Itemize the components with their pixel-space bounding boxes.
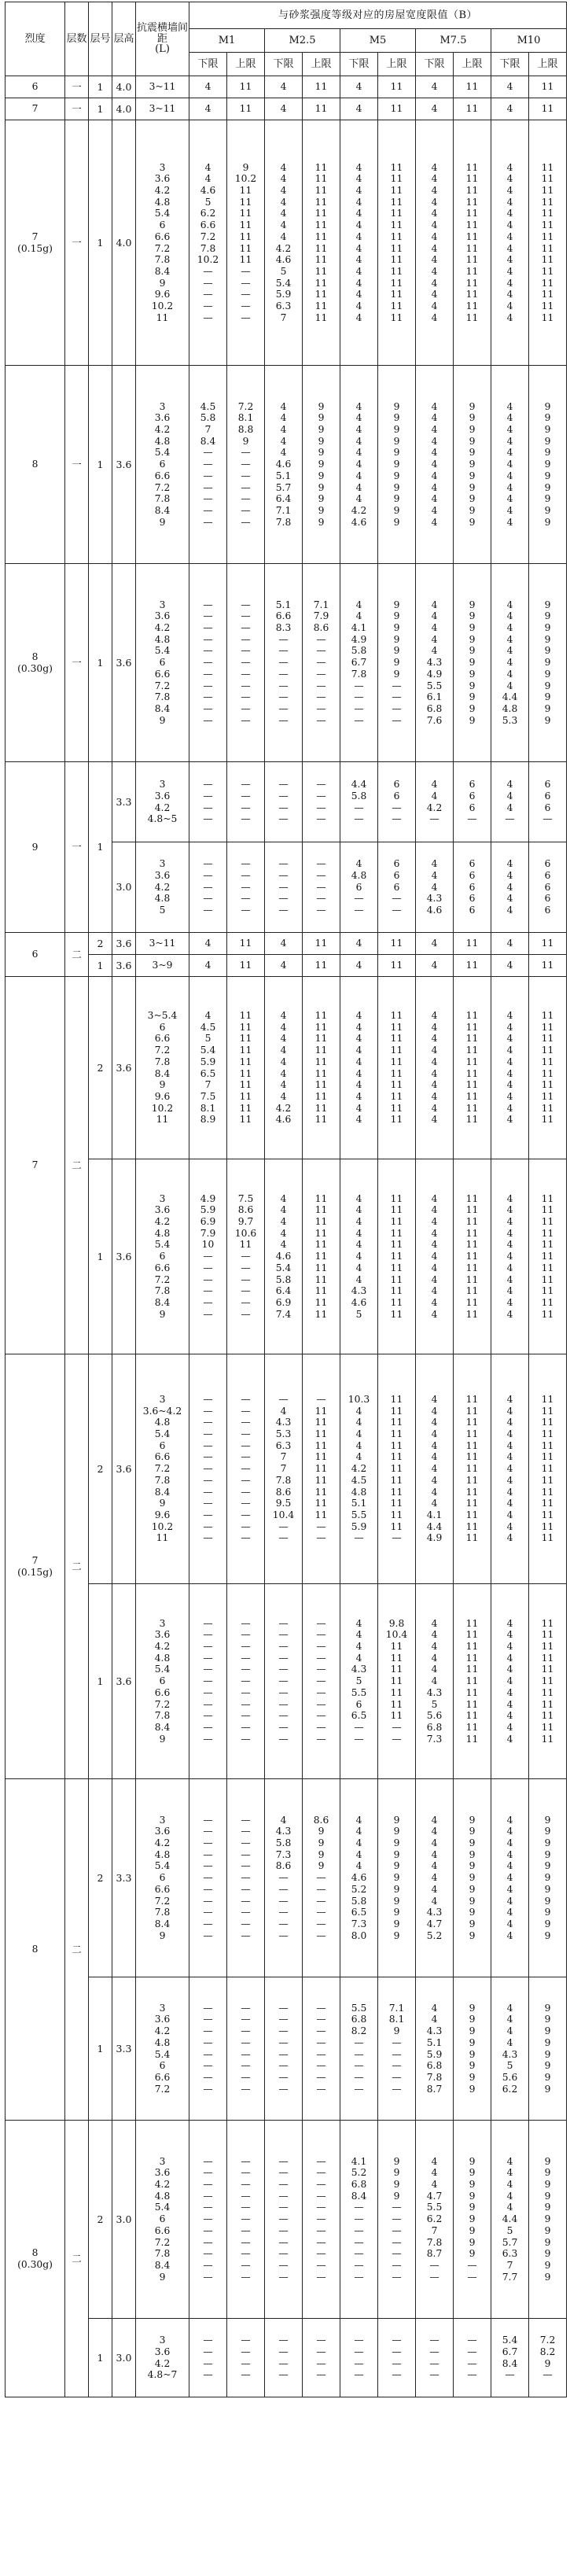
limit-value-cell: 4 4 4 4 4 4 4 4.2 4.6 5 5.4 5.9 6.3 7 — [265, 120, 303, 366]
limit-value-cell: 11 11 11 11 11 11 11 11 11 11 11 11 11 11 — [378, 120, 416, 366]
story-height-cell: 3.3 — [112, 762, 136, 842]
limit-value-cell: 6 6 6 6 6 — [529, 842, 567, 933]
limit-value-cell: 4 4 4 4 4 4 4 4 4.2 4.6 — [265, 977, 303, 1159]
table-row — [6, 2121, 567, 2319]
header-grade: M7.5 — [416, 29, 491, 53]
story-no-cell: 1 — [89, 76, 112, 98]
wall-spacing-cell: 3 3.6 4.2 4.8 5 — [136, 842, 189, 933]
limit-value-cell: — — — — — — — — — [189, 1977, 227, 2121]
limit-value-cell: 11 — [227, 76, 265, 98]
limit-value-cell: 4 4 4 4 4 4 4 4 4 4 4 4 4 — [491, 1354, 529, 1584]
limit-value-cell: 4 4 4 4 4 4 4.3 5 5.6 6.8 7.3 — [416, 1584, 454, 1779]
limit-value-cell: 4 4 4 4 4 — [491, 842, 529, 933]
wall-spacing-cell: 3~11 — [136, 933, 189, 955]
story-no-cell: 2 — [89, 933, 112, 955]
limit-value-cell: 11 — [378, 955, 416, 977]
limit-value-cell: 4 4 4 4 4 4 4 4 4 4 4 4 4 4 — [491, 120, 529, 366]
limit-value-cell: — — — — — [303, 762, 340, 842]
limit-value-cell: 11 — [454, 955, 491, 977]
limit-value-cell: 4 4 4.3 5.1 5.9 6.8 7.8 8.7 — [416, 1977, 454, 2121]
limit-value-cell: 7.5 8.6 9.7 10.6 11 — — — — — — — [227, 1159, 265, 1354]
wall-spacing-cell: 3~5.4 6 6.6 7.2 7.8 8.4 9 9.6 10.2 11 — [136, 977, 189, 1159]
limit-value-cell: 4.9 5.9 6.9 7.9 10 — — — — — — — [189, 1159, 227, 1354]
table-row — [6, 1779, 567, 1977]
stories-cell: 二 — [65, 2121, 89, 2397]
limit-value-cell: 4 4.3 5.8 7.3 8.6 — — — — — — — [265, 1779, 303, 1977]
story-height-cell: 3.6 — [112, 977, 136, 1159]
story-no-cell: 1 — [89, 955, 112, 977]
limit-value-cell: 11 11 11 11 11 11 11 11 11 11 — [529, 977, 567, 1159]
limit-value-cell: 4 — [265, 933, 303, 955]
limit-value-cell: 4 — [340, 933, 378, 955]
width-limit-table — [5, 2, 567, 2397]
limit-value-cell: 4 4 4 4 4 4 4 4 4 4 4.1 4.4 4.9 — [416, 1354, 454, 1584]
story-no-cell: 1 — [89, 366, 112, 564]
limit-value-cell: 4 4 4 4 4 4 4 4 4.3 4.7 5.2 — [416, 1779, 454, 1977]
limit-value-cell: — — — — — [454, 2319, 491, 2397]
limit-value-cell: 6 6 — — — [378, 762, 416, 842]
wall-spacing-cell: 3 3.6 4.2 4.8~5 — [136, 762, 189, 842]
table-row — [6, 1354, 567, 1584]
story-height-cell: 4.0 — [112, 76, 136, 98]
wall-spacing-cell: 3~11 — [136, 98, 189, 120]
limit-value-cell: 4 — [340, 955, 378, 977]
stories-cell: 一 — [65, 564, 89, 762]
limit-value-cell: 9 9 9 9 9 9 9 9 9 9 9 — [378, 1779, 416, 1977]
limit-value-cell: 4.5 5.8 7 8.4 — — — — — — — — [189, 366, 227, 564]
limit-value-cell: 4 4 4 4 4 4.6 5.2 5.8 6.5 7.3 8.0 — [340, 1779, 378, 1977]
limit-value-cell: — — — — — — — — — — — — — — [189, 1354, 227, 1584]
limit-value-cell: — — — — — — — — — — — — [189, 1779, 227, 1977]
story-no-cell: 2 — [89, 1354, 112, 1584]
limit-value-cell: 4 — [491, 98, 529, 120]
limit-value-cell: 4 4 4 4 4 4 4 4 4 4 4 — [416, 366, 454, 564]
limit-value-cell: 4 4 4 4 4 4 4 4 4 4.2 4.6 — [340, 366, 378, 564]
limit-value-cell: 4 4 4 4 4.3 5 5.6 6.2 — [491, 1977, 529, 2121]
intensity-cell: 8 (0.30g) — [6, 2121, 65, 2397]
header-story-no: 层号 — [89, 2, 112, 76]
limit-value-cell: — — — — — — — — — — — — [227, 2121, 265, 2319]
header-upper: 上限 — [529, 53, 567, 76]
header-upper: 上限 — [303, 53, 340, 76]
story-height-cell: 3.6 — [112, 955, 136, 977]
limit-value-cell: 11 — [227, 98, 265, 120]
wall-spacing-cell: 3~9 — [136, 955, 189, 977]
table-row — [6, 366, 567, 564]
header-story-height: 层高 — [112, 2, 136, 76]
limit-value-cell: 11 11 11 11 11 11 11 11 11 11 — [303, 977, 340, 1159]
limit-value-cell: 11 — [303, 933, 340, 955]
limit-value-cell: 5.5 6.8 8.2 — — — — — — [340, 1977, 378, 2121]
header-grade: M1 — [189, 29, 265, 53]
limit-value-cell: 4 4 4.6 5 6.2 6.6 7.2 7.8 10.2 — — — — — — [189, 120, 227, 366]
table-row — [6, 1977, 567, 2121]
limit-value-cell: — — — — — — — — — — — — [189, 1584, 227, 1779]
limit-value-cell: 9 9 9 9 — — — — — — — — [378, 2121, 416, 2319]
limit-value-cell: 4 — [340, 98, 378, 120]
table-row — [6, 120, 567, 366]
limit-value-cell: 4 4 4 4 4 4 4 4 4 4 4 — [491, 1584, 529, 1779]
limit-value-cell: — — — — — — — — — — — — [227, 564, 265, 762]
limit-value-cell: 11 11 11 11 11 11 11 11 11 11 11 — [454, 1584, 491, 1779]
intensity-cell: 7 (0.15g) — [6, 1354, 65, 1779]
limit-value-cell: 4 — [491, 933, 529, 955]
wall-spacing-cell: 3 3.6 4.2 4.8 5.4 6 6.6 7.2 7.8 8.4 9 — [136, 1584, 189, 1779]
limit-value-cell: — — — — — [189, 762, 227, 842]
header-lower: 下限 — [340, 53, 378, 76]
story-no-cell: 1 — [89, 2319, 112, 2397]
limit-value-cell: — — — — — — — — — — — — [265, 1584, 303, 1779]
limit-value-cell: 4.4 5.8 — — — [340, 762, 378, 842]
stories-cell: 一 — [65, 120, 89, 366]
limit-value-cell: — — — — — — [227, 842, 265, 933]
limit-value-cell: 11 — [303, 76, 340, 98]
limit-value-cell: 11 — [454, 98, 491, 120]
stories-cell: 一 — [65, 762, 89, 933]
story-no-cell: 1 — [89, 564, 112, 762]
limit-value-cell: 7.1 7.9 8.6 — — — — — — — — — [303, 564, 340, 762]
limit-value-cell: 4 4.5 5 5.4 5.9 6.5 7 7.5 8.1 8.9 — [189, 977, 227, 1159]
limit-value-cell: — — — — — — — — — — — — [303, 2121, 340, 2319]
limit-value-cell: — — — — — [189, 2319, 227, 2397]
limit-value-cell: 4 4 4 — — [491, 762, 529, 842]
limit-value-cell: 4 — [265, 955, 303, 977]
limit-value-cell: 9 9 9 9 9 9 9 9 9 9 9 — [454, 564, 491, 762]
header-wall-spacing-symbol: (L) — [155, 43, 170, 56]
limit-value-cell: 7.2 8.2 9 — — [529, 2319, 567, 2397]
story-no-cell: 1 — [89, 98, 112, 120]
wall-spacing-cell: 3 3.6 4.2 4.8 5.4 6 6.6 7.2 7.8 8.4 9 — [136, 1159, 189, 1354]
limit-value-cell: 11 — [454, 933, 491, 955]
limit-value-cell: 4 — [416, 76, 454, 98]
stories-cell: 二 — [65, 933, 89, 977]
story-no-cell: 1 — [89, 762, 112, 933]
limit-value-cell: 7.1 8.1 9 — — — — — — [378, 1977, 416, 2121]
header-upper: 上限 — [378, 53, 416, 76]
limit-value-cell: 4.1 5.2 6.8 8.4 — — — — — — — — [340, 2121, 378, 2319]
stories-cell: 一 — [65, 98, 89, 120]
limit-value-cell: 5.1 6.6 8.3 — — — — — — — — — [265, 564, 303, 762]
wall-spacing-cell: 3 3.6 4.2 4.8 5.4 6 6.6 7.2 7.8 8.4 9 — [136, 2121, 189, 2319]
header-upper: 上限 — [454, 53, 491, 76]
story-no-cell: 2 — [89, 2121, 112, 2319]
limit-value-cell: 4 4.8 6 — — — [340, 842, 378, 933]
limit-value-cell: 4 — [491, 76, 529, 98]
limit-value-cell: 11 — [529, 98, 567, 120]
table-row — [6, 762, 567, 842]
limit-value-cell: 4 — [416, 955, 454, 977]
story-height-cell: 3.3 — [112, 1977, 136, 2121]
limit-value-cell: — 4 4.3 5.3 6.3 7 7 7.8 8.6 9.5 10.4 — — — [265, 1354, 303, 1584]
table-row — [6, 76, 567, 98]
limit-value-cell: 11 — [529, 76, 567, 98]
document-page — [5, 2, 564, 2397]
limit-value-cell: — — — — — [340, 2319, 378, 2397]
table-row — [6, 1159, 567, 1354]
wall-spacing-cell: 3 3.6 4.2 4.8 5.4 6 6.6 7.2 7.8 8.4 9 — [136, 564, 189, 762]
intensity-cell: 8 — [6, 1779, 65, 2121]
limit-value-cell: 5.4 6.7 8.4 — — [491, 2319, 529, 2397]
limit-value-cell: 4 4 4 4 4 4 4 4 4 4 4 — [416, 1159, 454, 1354]
limit-value-cell: 4 — [340, 76, 378, 98]
limit-value-cell: 4 4 4 4 4 4 4 4 4 4 — [340, 977, 378, 1159]
limit-value-cell: — 11 11 11 11 11 11 11 11 11 11 — — — [303, 1354, 340, 1584]
story-height-cell: 4.0 — [112, 120, 136, 366]
limit-value-cell: 11 11 11 11 11 11 11 11 11 11 11 11 11 — [529, 1354, 567, 1584]
limit-value-cell: 11 11 11 11 11 11 11 11 11 11 11 11 11 11 — [454, 120, 491, 366]
stories-cell: 二 — [65, 1779, 89, 2121]
limit-value-cell: 4 4 4 4 4 4 4 4 4 4 4 — [491, 1779, 529, 1977]
limit-value-cell: 9.8 10.4 11 11 11 11 11 11 11 — — — [378, 1584, 416, 1779]
limit-value-cell: — — — — — — — — — [227, 1977, 265, 2121]
limit-value-cell: 11 11 11 11 11 11 11 11 11 11 11 — [378, 1159, 416, 1354]
limit-value-cell: 11 11 11 11 11 11 11 11 11 11 11 — [303, 1159, 340, 1354]
limit-value-cell: 9 9 9 9 9 9 9 9 9 9 9 — [529, 1779, 567, 1977]
limit-value-cell: 4 — [416, 98, 454, 120]
table-row — [6, 98, 567, 120]
limit-value-cell: 4 4 4 4 4 4 4 4 4 4 — [416, 977, 454, 1159]
limit-value-cell: 4 4 4 4 4 4 4 4 4.3 4.6 5 — [340, 1159, 378, 1354]
wall-spacing-cell: 3 3.6~4.2 4.8 5.4 6 6.6 7.2 7.8 8.4 9 9.6 10.2 11 — [136, 1354, 189, 1584]
limit-value-cell: — — — — — — — — — — — — [303, 1584, 340, 1779]
limit-value-cell: 11 — [378, 98, 416, 120]
limit-value-cell: 9 9 9 9 9 9 9 9 9 — — — [454, 2121, 491, 2319]
limit-value-cell: 11 11 11 11 11 11 11 11 11 11 11 11 11 — [454, 1354, 491, 1584]
limit-value-cell: 4 — [189, 76, 227, 98]
limit-value-cell: 4 4 4 4 4 4 4 4 4 4 4 4 4 4 — [340, 120, 378, 366]
story-no-cell: 2 — [89, 1779, 112, 1977]
limit-value-cell: — — — — — — — — — — — — [227, 1779, 265, 1977]
wall-spacing-cell: 3 3.6 4.2 4.8 5.4 6 6.6 7.2 7.8 8.4 9 — [136, 1779, 189, 1977]
limit-value-cell: 4 4 4.2 — — [416, 762, 454, 842]
limit-value-cell: 11 — [303, 98, 340, 120]
limit-value-cell: 11 11 11 11 11 11 11 11 11 11 11 — [529, 1159, 567, 1354]
story-no-cell: 1 — [89, 1159, 112, 1354]
table-row — [6, 977, 567, 1159]
table-row — [6, 955, 567, 977]
limit-value-cell: — — — — — — — — — — — — [189, 564, 227, 762]
limit-value-cell: 6 6 6 — — — [378, 842, 416, 933]
limit-value-cell: — — — — — — — — — [265, 1977, 303, 2121]
limit-value-cell: 9 9 9 9 9 9 9 9 9 9 9 — [529, 366, 567, 564]
limit-value-cell: 4 — [265, 76, 303, 98]
limit-value-cell: 11 — [227, 955, 265, 977]
limit-value-cell: 4 4 4 4 4 4 4 4 4 4 — [491, 977, 529, 1159]
limit-value-cell: 4 4 4 4 4.3 5 5.5 6 6.5 — — — [340, 1584, 378, 1779]
header-limit-caption: 与砂浆强度等级对应的房屋宽度限值（B） — [189, 2, 567, 29]
limit-value-cell: 4 4 4 4 4 4.3 4.9 5.5 6.1 6.8 7.6 — [416, 564, 454, 762]
limit-value-cell: 4 — [189, 955, 227, 977]
limit-value-cell: 4 4 4 4 4 4.6 5.4 5.8 6.4 6.9 7.4 — [265, 1159, 303, 1354]
limit-value-cell: 4 — [265, 98, 303, 120]
wall-spacing-cell: 3 3.6 4.2 4.8 5.4 6 6.6 7.2 7.8 8.4 9 9.6 10.2 11 — [136, 120, 189, 366]
limit-value-cell: 11 — [529, 933, 567, 955]
header-lower: 下限 — [491, 53, 529, 76]
limit-value-cell: 11 — [454, 76, 491, 98]
limit-value-cell: — — — — — [303, 2319, 340, 2397]
story-height-cell: 3.6 — [112, 1159, 136, 1354]
header-wall-spacing — [136, 2, 189, 76]
limit-value-cell: 4 4 4 4.7 5.5 6.2 7 7.8 8.7 — — — [416, 2121, 454, 2319]
story-height-cell: 3.0 — [112, 2121, 136, 2319]
limit-value-cell: 9 9 9 9 9 9 9 9 9 9 9 — [529, 564, 567, 762]
limit-value-cell: — — — — — [416, 2319, 454, 2397]
limit-value-cell: — — — — — [265, 2319, 303, 2397]
story-height-cell: 3.6 — [112, 366, 136, 564]
story-height-cell: 3.3 — [112, 1779, 136, 1977]
limit-value-cell: — — — — — [227, 2319, 265, 2397]
stories-cell: 二 — [65, 1354, 89, 1779]
header-lower: 下限 — [265, 53, 303, 76]
limit-value-cell: 11 11 11 11 11 11 11 11 11 11 11 11 11 11 — [529, 120, 567, 366]
limit-value-cell: 4 4 4 4 4 4 4 4 4.4 4.8 5.3 — [491, 564, 529, 762]
story-height-cell: 3.6 — [112, 1584, 136, 1779]
limit-value-cell: 11 — [378, 933, 416, 955]
limit-value-cell: 4 4 4 4 4 4 4 4 4 4 4 — [491, 1159, 529, 1354]
header-stories: 层数 — [65, 2, 89, 76]
stories-cell: 一 — [65, 76, 89, 98]
story-no-cell: 1 — [89, 120, 112, 366]
limit-value-cell: — — — — — — — — — [303, 1977, 340, 2121]
limit-value-cell: — — — — — — — — — — — — [265, 2121, 303, 2319]
intensity-cell: 9 — [6, 762, 65, 933]
stories-cell: 二 — [65, 977, 89, 1354]
story-no-cell: 1 — [89, 1977, 112, 2121]
limit-value-cell: 11 11 11 11 11 11 11 11 11 11 11 — [454, 1159, 491, 1354]
intensity-cell: 8 (0.30g) — [6, 564, 65, 762]
limit-value-cell: — — — — — — — — — — — — [189, 2121, 227, 2319]
story-height-cell: 3.0 — [112, 842, 136, 933]
limit-value-cell: 4 — [491, 955, 529, 977]
wall-spacing-cell: 3 3.6 4.2 4.8 5.4 6 6.6 7.2 — [136, 1977, 189, 2121]
limit-value-cell: 10.3 4 4 4 4 4 4.2 4.5 4.8 5.1 5.5 5.9 — — [340, 1354, 378, 1584]
limit-value-cell: 6 6 6 — — [529, 762, 567, 842]
limit-value-cell: — — — — — — — — — — — — [227, 1584, 265, 1779]
wall-spacing-cell: 3 3.6 4.2 4.8~7 — [136, 2319, 189, 2397]
limit-value-cell: 11 11 11 11 11 11 11 11 11 11 11 — [529, 1584, 567, 1779]
intensity-cell: 6 — [6, 76, 65, 98]
limit-value-cell: 6 6 6 6 6 — [454, 842, 491, 933]
header-grade: M10 — [491, 29, 567, 53]
limit-value-cell: — — — — — — — — — — — — — — [227, 1354, 265, 1584]
story-height-cell: 4.0 — [112, 98, 136, 120]
limit-value-cell: 11 11 11 11 11 11 11 11 11 11 — [378, 977, 416, 1159]
story-height-cell: 3.0 — [112, 2319, 136, 2397]
limit-value-cell: — — — — — — [303, 842, 340, 933]
story-no-cell: 1 — [89, 1584, 112, 1779]
header-grade: M5 — [340, 29, 416, 53]
limit-value-cell: 9 10.2 11 11 11 11 11 11 11 — — — — — — [227, 120, 265, 366]
header-intensity: 烈度 — [6, 2, 65, 76]
wall-spacing-cell: 3 3.6 4.2 4.8 5.4 6 6.6 7.2 7.8 8.4 9 — [136, 366, 189, 564]
intensity-cell: 7 — [6, 977, 65, 1354]
stories-cell: 一 — [65, 366, 89, 564]
header-grade: M2.5 — [265, 29, 340, 53]
limit-value-cell: 11 — [227, 933, 265, 955]
limit-value-cell: — — — — — — [189, 842, 227, 933]
header-upper: 上限 — [227, 53, 265, 76]
limit-value-cell: 6 6 6 — — [454, 762, 491, 842]
limit-value-cell: 9 9 9 9 9 9 9 9 9 9 9 — [454, 1779, 491, 1977]
header-wall-spacing-label: 抗震横墙间距 — [136, 22, 188, 45]
limit-value-cell: 11 — [529, 955, 567, 977]
limit-value-cell: 4 4 4 4.3 4.6 — [416, 842, 454, 933]
header-lower: 下限 — [189, 53, 227, 76]
table-row — [6, 2319, 567, 2397]
table-row — [6, 933, 567, 955]
limit-value-cell: 7.2 8.1 8.8 9 — — — — — — — — [227, 366, 265, 564]
limit-value-cell: 4 4 4 4 4 4 4 4 4 4 4 — [491, 366, 529, 564]
limit-value-cell: 9 9 9 9 9 9 9 — — — — — [378, 564, 416, 762]
story-height-cell: 3.6 — [112, 933, 136, 955]
limit-value-cell: 9 9 9 9 9 9 9 9 9 9 9 — [529, 2121, 567, 2319]
story-height-cell: 3.6 — [112, 564, 136, 762]
limit-value-cell: — — — — — [265, 762, 303, 842]
limit-value-cell: 4 4 4 4 4 4.4 5 5.7 6.3 7 7.7 — [491, 2121, 529, 2319]
limit-value-cell: 9 9 9 9 9 9 9 9 9 9 9 — [303, 366, 340, 564]
limit-value-cell: — — — — — [378, 2319, 416, 2397]
limit-value-cell: 8.6 9 9 9 9 — — — — — — — [303, 1779, 340, 1977]
wall-spacing-cell: 3~11 — [136, 76, 189, 98]
limit-value-cell: 11 — [378, 76, 416, 98]
limit-value-cell: 11 11 11 11 11 11 11 11 11 11 11 11 11 11 — [303, 120, 340, 366]
limit-value-cell: 11 11 11 11 11 11 11 11 11 11 — [454, 977, 491, 1159]
limit-value-cell: 11 — [303, 955, 340, 977]
table-row — [6, 1584, 567, 1779]
limit-value-cell: 9 9 9 9 9 9 9 9 — [454, 1977, 491, 2121]
limit-value-cell: 4 — [189, 933, 227, 955]
intensity-cell: 7 — [6, 98, 65, 120]
limit-value-cell: 9 9 9 9 9 9 9 9 9 9 9 — [378, 366, 416, 564]
story-height-cell: 3.6 — [112, 1354, 136, 1584]
limit-value-cell: 4 — [416, 933, 454, 955]
limit-value-cell: 9 9 9 9 9 9 9 9 9 9 9 — [454, 366, 491, 564]
intensity-cell: 6 — [6, 933, 65, 977]
limit-value-cell: 11 11 11 11 11 11 11 11 11 11 — [227, 977, 265, 1159]
intensity-cell: 7 (0.15g) — [6, 120, 65, 366]
intensity-cell: 8 — [6, 366, 65, 564]
limit-value-cell: — — — — — [227, 762, 265, 842]
header-lower: 下限 — [416, 53, 454, 76]
table-row — [6, 564, 567, 762]
limit-value-cell: — — — — — — [265, 842, 303, 933]
limit-value-cell: 4 — [189, 98, 227, 120]
story-no-cell: 2 — [89, 977, 112, 1159]
limit-value-cell: 4 4 4 4 4 4.6 5.1 5.7 6.4 7.1 7.8 — [265, 366, 303, 564]
limit-value-cell: 9 9 9 9 9 9 9 9 — [529, 1977, 567, 2121]
limit-value-cell: 4 4 4 4 4 4 4 4 4 4 4 4 4 4 — [416, 120, 454, 366]
limit-value-cell: 11 11 11 11 11 11 11 11 11 11 11 11 — — [378, 1354, 416, 1584]
limit-value-cell: 4 4 4.1 4.9 5.8 6.7 7.8 — — — — — [340, 564, 378, 762]
